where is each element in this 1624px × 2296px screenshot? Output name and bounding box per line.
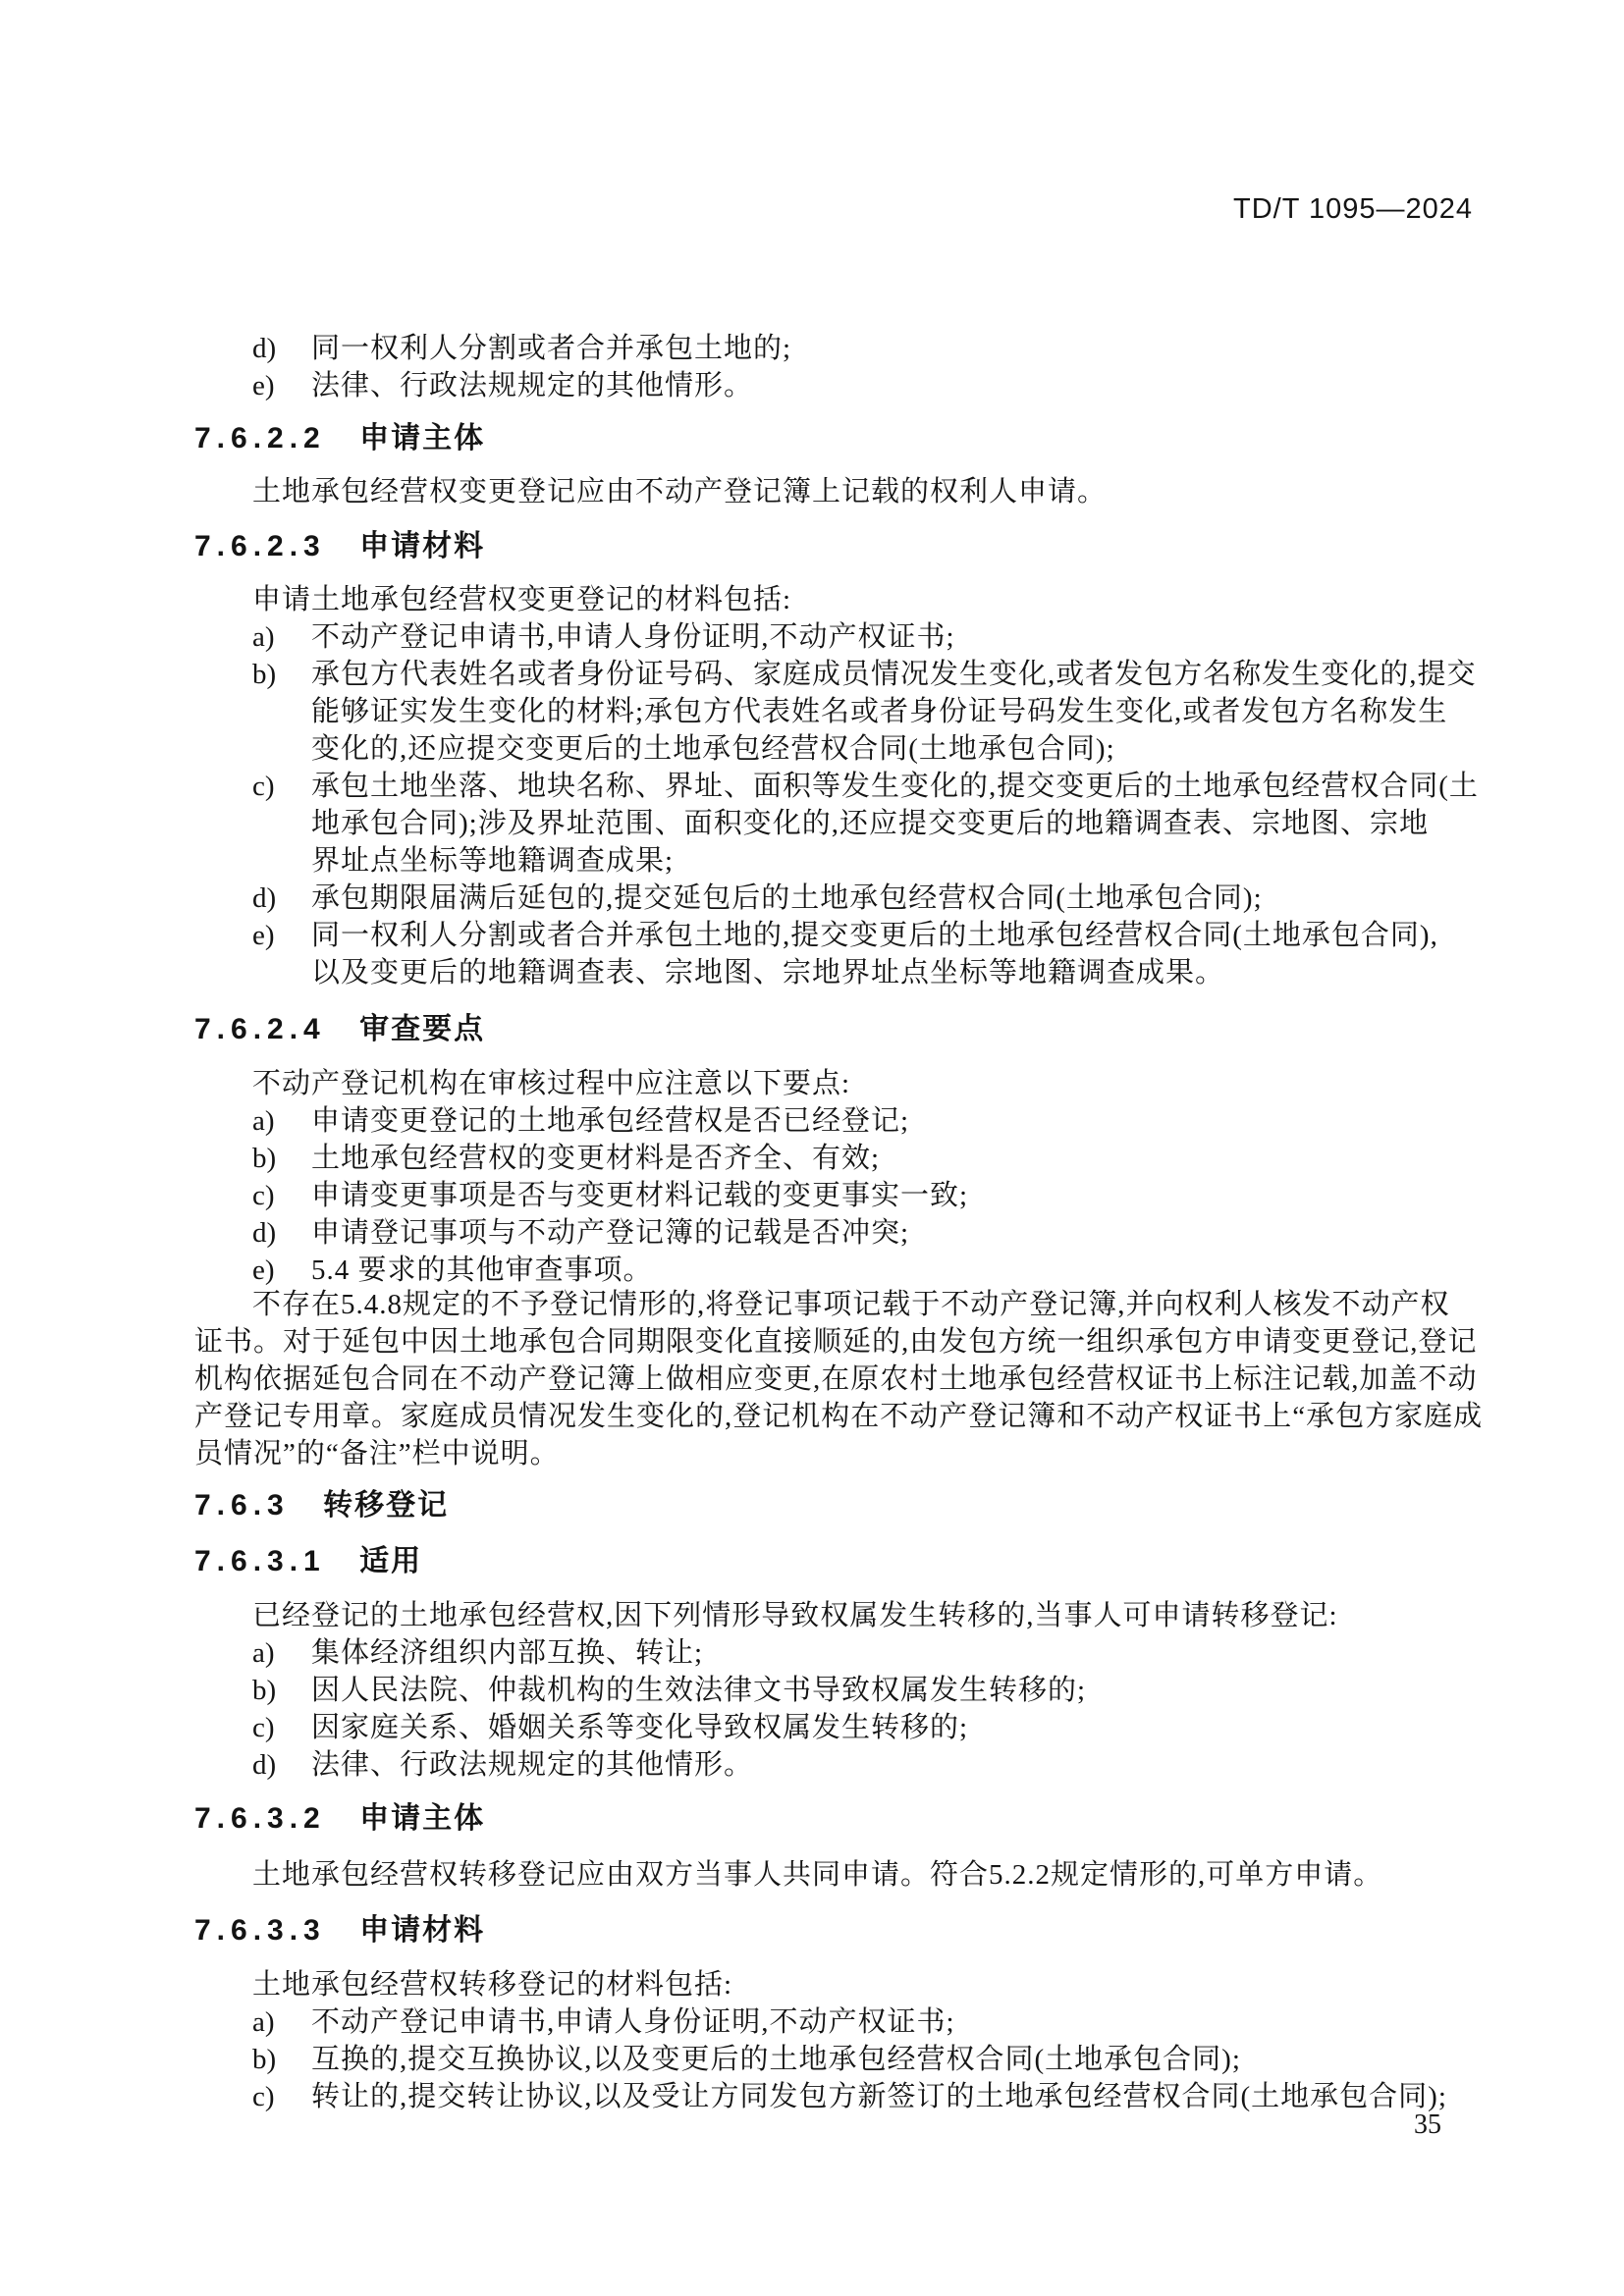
list-item-text: 因人民法院、仲裁机构的生效法律文书导致权属发生转移的; <box>311 1675 1087 1706</box>
section-number: 7.6.3 <box>194 1489 290 1522</box>
section-number: 7.6.2.2 <box>194 422 326 454</box>
list-item-label: d) <box>252 333 277 364</box>
list-item-text: 地承包合同);涉及界址范围、面积变化的,还应提交变更后的地籍调查表、宗地图、宗地 <box>311 808 1429 839</box>
list-item-text: 法律、行政法规规定的其他情形。 <box>311 370 754 401</box>
standard-number-header: TD/T 1095—2024 <box>1233 193 1473 225</box>
section-title: 审查要点 <box>359 1013 486 1045</box>
list-item-text: 不动产登记申请书,申请人身份证明,不动产权证书; <box>311 2006 955 2038</box>
section-heading-7-6-3-2 <box>194 1800 485 1838</box>
paragraph: 土地承包经营权变更登记应由不动产登记簿上记载的权利人申请。 <box>252 476 1108 507</box>
list-item-label: b) <box>252 659 277 690</box>
list-item-label: c) <box>252 1180 275 1211</box>
list-item-text: 集体经济组织内部互换、转让; <box>311 1637 704 1669</box>
list-item <box>252 1214 909 1252</box>
list-item-text: 法律、行政法规规定的其他情形。 <box>311 1749 754 1781</box>
list-item-text: 5.4 要求的其他审查事项。 <box>311 1255 653 1286</box>
list-item-label: b) <box>252 1675 277 1706</box>
paragraph: 申请土地承包经营权变更登记的材料包括: <box>252 584 792 615</box>
section-heading-7-6-3 <box>194 1487 449 1524</box>
list-item <box>252 367 753 404</box>
list-item-text: 变化的,还应提交变更后的土地承包经营权合同(土地承包合同); <box>311 733 1115 765</box>
list-item-text: 能够证实发生变化的材料;承包方代表姓名或者身份证号码发生变化,或者发包方名称发生 <box>311 696 1448 727</box>
list-item-label: e) <box>252 920 275 951</box>
list-item <box>252 2078 1447 2115</box>
section-title: 申请材料 <box>359 1914 486 1947</box>
section-title: 申请主体 <box>359 1802 486 1835</box>
list-item <box>252 1634 703 1672</box>
list-item-label: c) <box>252 1712 275 1743</box>
paragraph: 不动产登记机构在审核过程中应注意以下要点: <box>252 1068 851 1099</box>
list-item-label: d) <box>252 1749 277 1781</box>
section-heading-7-6-2-2 <box>194 420 485 457</box>
section-number: 7.6.3.2 <box>194 1802 326 1835</box>
list-item-text: 不动产登记申请书,申请人身份证明,不动产权证书; <box>311 621 955 653</box>
section-heading-7-6-2-3 <box>194 528 485 565</box>
list-item-label: e) <box>252 1255 275 1286</box>
list-item-label: a) <box>252 621 275 653</box>
list-item <box>252 656 1477 768</box>
list-item-text: 同一权利人分割或者合并承包土地的,提交变更后的土地承包经营权合同(土地承包合同), <box>311 920 1438 951</box>
list-item <box>252 330 791 367</box>
list-item-label: e) <box>252 370 275 401</box>
list-item-text: 互换的,提交互换协议,以及变更后的土地承包经营权合同(土地承包合同); <box>311 2044 1241 2075</box>
section-number: 7.6.2.3 <box>194 530 326 562</box>
list-item-label: d) <box>252 1217 277 1249</box>
paragraph-line: 员情况”的“备注”栏中说明。 <box>194 1438 560 1469</box>
list-item-label: c) <box>252 771 275 802</box>
list-item <box>252 2041 1241 2078</box>
list-item-label: b) <box>252 2044 277 2075</box>
list-item-text: 土地承包经营权的变更材料是否齐全、有效; <box>311 1143 881 1174</box>
list-item <box>252 880 1263 917</box>
list-item <box>252 1672 1086 1709</box>
list-item-label: c) <box>252 2081 275 2112</box>
list-item-text: 承包方代表姓名或者身份证号码、家庭成员情况发生变化,或者发包方名称发生变化的,提交 <box>311 659 1477 690</box>
paragraph: 土地承包经营权转移登记应由双方当事人共同申请。符合5.2.2规定情形的,可单方申请。 <box>252 1859 1383 1891</box>
list-item-text: 申请变更登记的土地承包经营权是否已经登记; <box>311 1105 910 1137</box>
closing-paragraph <box>194 1286 1483 1472</box>
list-item <box>252 1102 909 1140</box>
list-item-label: a) <box>252 1637 275 1669</box>
list-item-text: 申请变更事项是否与变更材料记载的变更事实一致; <box>311 1180 969 1211</box>
section-heading-7-6-3-1 <box>194 1543 422 1580</box>
list-item <box>252 1709 968 1746</box>
section-title: 申请主体 <box>359 422 486 454</box>
list-item-label: a) <box>252 2006 275 2038</box>
list-item-text: 以及变更后的地籍调查表、宗地图、宗地界址点坐标等地籍调查成果。 <box>311 957 1225 988</box>
section-number: 7.6.3.1 <box>194 1545 326 1577</box>
list-item <box>252 1252 653 1289</box>
section-heading-7-6-2-4 <box>194 1011 485 1048</box>
list-item <box>252 2003 955 2041</box>
list-item-text: 转让的,提交转让协议,以及受让方同发包方新签订的土地承包经营权合同(土地承包合同); <box>311 2081 1447 2112</box>
list-item-text: 申请登记事项与不动产登记簿的记载是否冲突; <box>311 1217 910 1249</box>
paragraph-line: 产登记专用章。家庭成员情况发生变化的,登记机构在不动产登记簿和不动产权证书上“承包方家庭成 <box>194 1401 1484 1432</box>
paragraph-line: 机构依据延包合同在不动产登记簿上做相应变更,在原农村土地承包经营权证书上标注记载,加盖不动 <box>194 1363 1478 1395</box>
list-item <box>252 1177 968 1214</box>
list-item-text: 界址点坐标等地籍调查成果; <box>311 845 675 877</box>
page-number: 35 <box>1414 2109 1441 2140</box>
section-title: 转移登记 <box>323 1489 450 1522</box>
paragraph: 土地承包经营权转移登记的材料包括: <box>252 1969 733 2001</box>
list-item-text: 因家庭关系、婚姻关系等变化导致权属发生转移的; <box>311 1712 969 1743</box>
paragraph: 已经登记的土地承包经营权,因下列情形导致权属发生转移的,当事人可申请转移登记: <box>252 1600 1338 1631</box>
section-number: 7.6.2.4 <box>194 1013 326 1045</box>
section-number: 7.6.3.3 <box>194 1914 326 1947</box>
list-item-label: d) <box>252 882 277 914</box>
list-item-label: b) <box>252 1143 277 1174</box>
paragraph-line: 不存在5.4.8规定的不予登记情形的,将登记事项记载于不动产登记簿,并向权利人核发不动产权 <box>252 1289 1450 1320</box>
list-item <box>252 1140 880 1177</box>
section-title: 适用 <box>359 1545 423 1577</box>
paragraph-line: 证书。对于延包中因土地承包合同期限变化直接顺延的,由发包方统一组织承包方申请变更登记,登记 <box>194 1326 1478 1358</box>
list-item-text: 承包期限届满后延包的,提交延包后的土地承包经营权合同(土地承包合同); <box>311 882 1263 914</box>
list-item <box>252 1746 753 1784</box>
section-heading-7-6-3-3 <box>194 1912 485 1949</box>
list-item-text: 同一权利人分割或者合并承包土地的; <box>311 333 792 364</box>
list-item-text: 承包土地坐落、地块名称、界址、面积等发生变化的,提交变更后的土地承包经营权合同(土 <box>311 771 1479 802</box>
list-item <box>252 618 955 656</box>
list-item-label: a) <box>252 1105 275 1137</box>
list-item <box>252 768 1479 880</box>
list-item <box>252 917 1438 991</box>
section-title: 申请材料 <box>359 530 486 562</box>
